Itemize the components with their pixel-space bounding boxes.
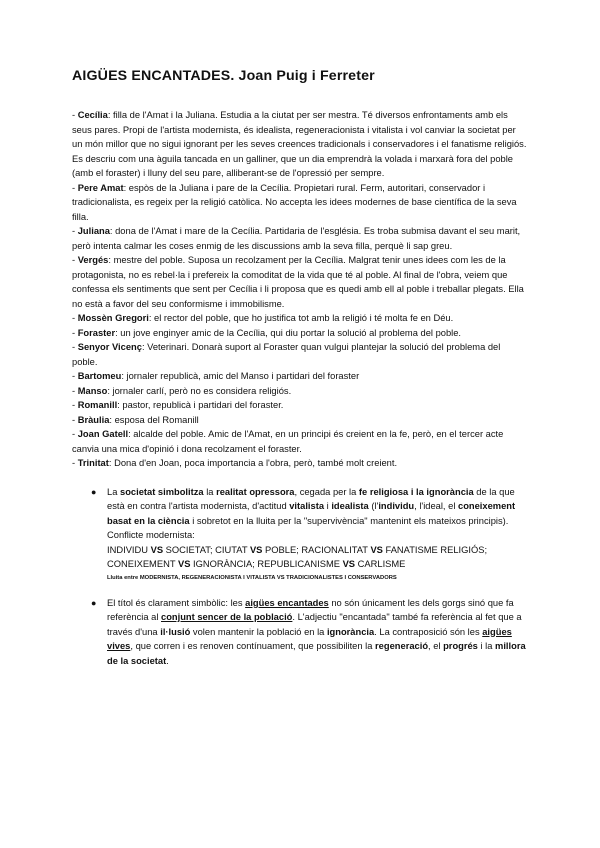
character-entry: - Joan Gatell: alcalde del poble. Amic de l'Amat, en un principi és creient en la fe, però, en el tercer acte canvia una mica d'opinió i dona recolzament el foraster. — [72, 429, 504, 454]
character-name: Bartomeu — [77, 371, 122, 381]
theme-title-symbolism: ● El títol és clarament simbòlic: les aigües encantades no són únicament les dels gorgs sinó que fa referència al conjunt sencer de la població. L'adjectiu "encantada" també fa referència al fet que a través d'una il·lusió volen mantenir la població en la ignorància. La contraposició són les aigües vives, que corren i es renoven contínuament, que possibiliten la regeneració, el progrés i la millora de la societat. — [91, 597, 526, 666]
character-entry: - Vergés: mestre del poble. Suposa un recolzament per la Cecília. Malgrat tenir unes idees com les de la protagonista, no es rebel·la i prefereix la comoditat de la vida que té al poble. Al final de l'obra, veiem que confessa els sentiments que sent per Cecília i li proposa que es quedi amb ell al poble i treballar plegats. Ella no està a favor del seu conformisme i immobilisme. — [72, 255, 524, 309]
character-name: Cecília — [77, 110, 108, 120]
character-name: Manso — [77, 385, 108, 396]
theme-society: ● La societat simbolitza la realitat opressora, cegada per la fe religiosa i la ignorància de la que està en contra l'artista modernista, d'actitud vitalista i idealista (l'individu, l'ideal, el coneixement basat en la ciència i sobretot en la lluita per la "supervivència" mantenint els mateixos principis). Conflicte modernista: INDIVIDU VS SOCIETAT; CIUTAT VS POBLE; RACIONALITAT VS FANATISME RELIGIÓS; CONEIXEMENT VS IGNORÀNCIA; REPUBLICANISME VS CARLISME Lluita entre MODERNISTA, REGENERACIONISTA I VITALISTA VS TRADICIONALISTES I CONSERVADORS — [72, 485, 528, 583]
character-entry: - Cecília: filla de l'Amat i la Juliana. Estudia a la ciutat per ser mestra. Té diversos enfrontaments amb els seus pares. Propi de l'artista modernista, és idealista, regeneracionista i vitalista i vol canviar la societat per un món millor que no sigui ignorant per les seves creences tradicionals i conservadores i el fanatisme religiós. Es descriu com una àguila tancada en un galliner, que un dia emprendrà la volada i marxarà fora del poble (amb el foraster) i lluny del seu pare, alliberant-se de l'opressió per sempre. — [72, 110, 527, 178]
character-entry: - Bràulia: esposa del Romanill — [72, 414, 199, 425]
character-entry: - Bartomeu: jornaler republicà, amic del Manso i partidari del foraster — [72, 371, 360, 381]
document-page — [72, 68, 528, 668]
character-entry: - Senyor Vicenç: Veterinari. Donarà suport al Foraster quan vulgui plantejar la solució del problema del poble. — [72, 342, 501, 367]
character-name: Foraster — [77, 327, 116, 338]
character-name: Senyor Vicenç — [77, 342, 142, 352]
character-name: Bràulia — [77, 414, 110, 425]
themes-list — [72, 485, 528, 669]
conflict-summary: Lluita entre MODERNISTA, REGENERACIONISTA I VITALISTA VS TRADICIONALISTES I CONSERVADORS — [107, 574, 397, 581]
character-entry: - Romanill: pastor, republicà i partidari del foraster. — [72, 400, 284, 410]
bullet-icon: ● — [91, 597, 97, 608]
page-title: AIGÜES ENCANTADES. Joan Puig i Ferreter — [72, 68, 375, 84]
character-entry: - Manso: jornaler carlí, però no es considera religiós. — [72, 385, 292, 396]
character-entry: - Pere Amat: espòs de la Juliana i pare de la Cecília. Propietari rural. Ferm, autoritari, conservador i tradicionalista, es regeix per la religió catòlica. No accepta les idees modernes de base científica de la seva filla. — [72, 182, 517, 222]
character-entry: - Mossèn Gregori: el rector del poble, que ho justifica tot amb la religió i té molta fe en Déu. — [72, 313, 454, 323]
character-name: Romanill — [77, 400, 118, 410]
character-name: Pere Amat — [77, 182, 124, 193]
character-name: Trinitat — [77, 458, 109, 468]
bullet-icon: ● — [91, 486, 97, 497]
character-name: Vergés — [77, 255, 109, 265]
character-name: Joan Gatell — [77, 429, 129, 439]
character-entry: - Juliana: dona de l'Amat i mare de la Cecília. Partidaria de l'església. Es troba submisa davant el seu marit, però intenta calmar les coses enmig de les discussions amb la seva filla, perquè li sap greu. — [72, 226, 521, 251]
character-entry: - Foraster: un jove enginyer amic de la Cecília, qui diu portar la solució al problema del poble. — [72, 327, 462, 338]
character-name: Mossèn Gregori — [77, 313, 149, 323]
character-name: Juliana — [77, 226, 110, 236]
character-list — [72, 108, 528, 471]
conflict-list: INDIVIDU VS SOCIETAT; CIUTAT VS POBLE; RACIONALITAT VS FANATISME RELIGIÓS; CONEIXEMENT VS IGNORÀNCIA; REPUBLICANISME VS CARLISME — [107, 544, 488, 569]
character-entry: - Trinitat: Dona d'en Joan, poca importancia a l'obra, però, també molt creient. — [72, 458, 398, 468]
